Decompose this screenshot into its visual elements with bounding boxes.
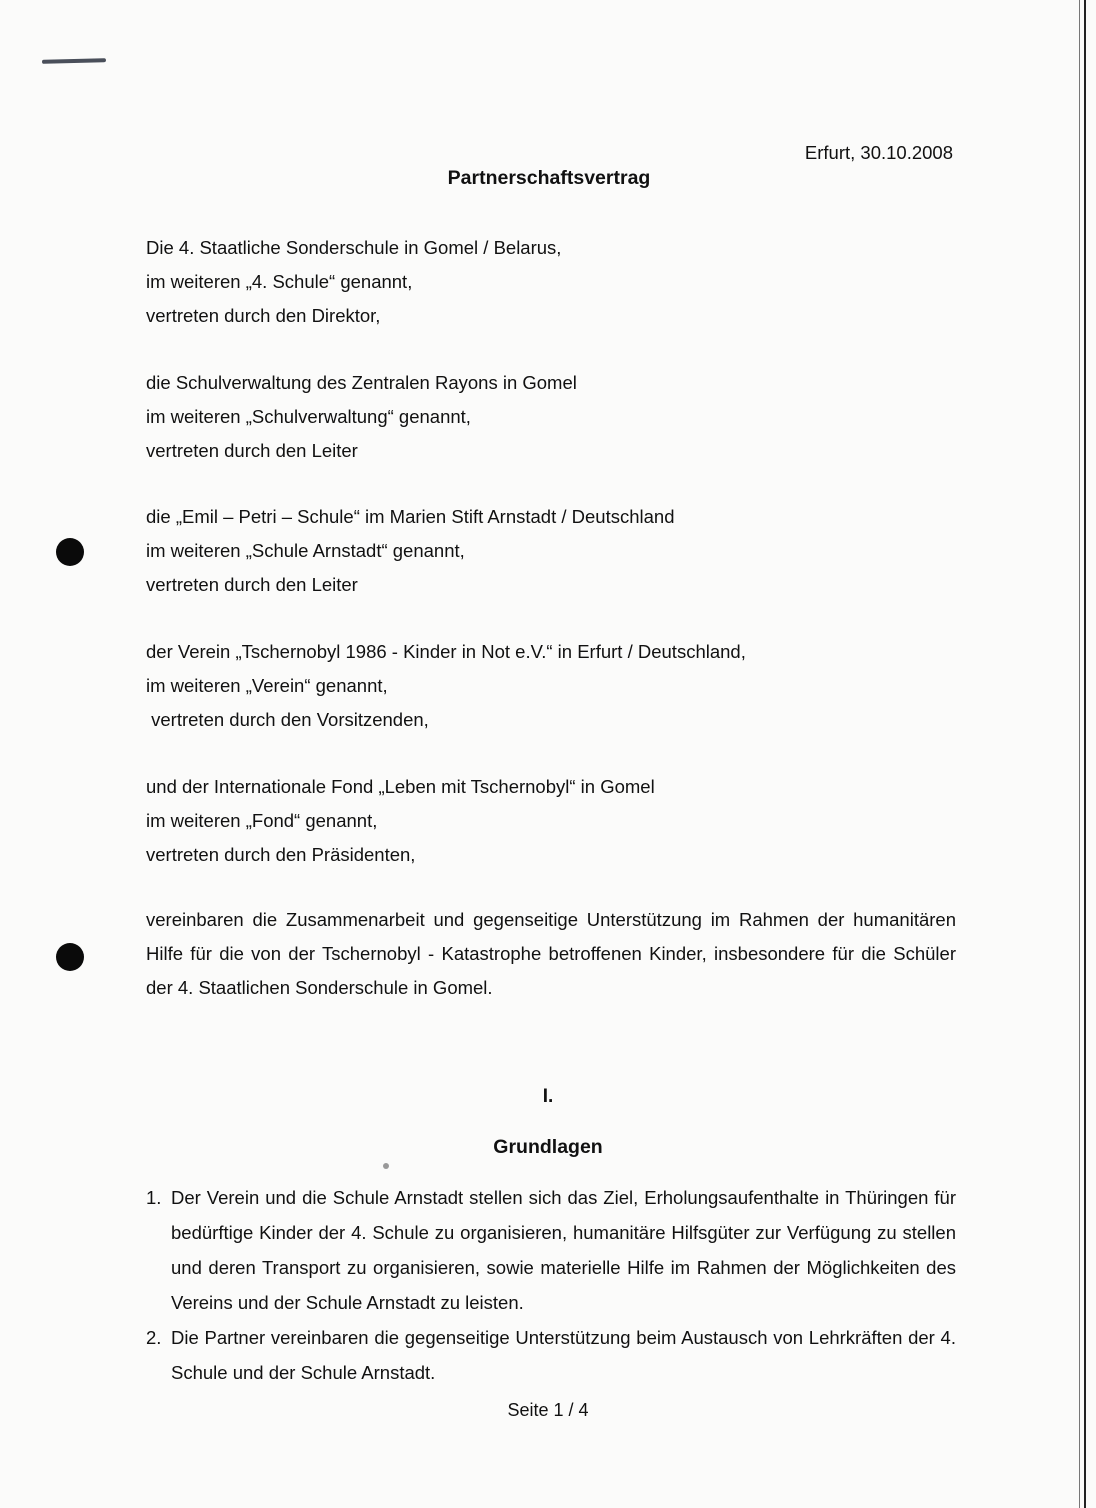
party-block: [146, 231, 956, 333]
agreement-paragraph: vereinbaren die Zusammenarbeit und gegenseitige Unterstützung im Rahmen der humanitären Hilfe für die von der Tschernobyl - Katastrophe betroffenen Kinder, insbesondere für die Schüler der 4. Staatlichen Sonderschule in Gomel.: [146, 909, 956, 998]
party-line: der Verein „Tschernobyl 1986 - Kinder in Not e.V.“ in Erfurt / Deutschland,: [146, 641, 746, 662]
pen-mark: [42, 58, 106, 64]
document-title-text: Partnerschaftsvertrag: [447, 167, 651, 189]
document-title: [0, 166, 1096, 190]
punch-hole-bottom: [56, 943, 84, 971]
section-number: I.: [542, 1086, 554, 1107]
list-item-number: 1.: [146, 1187, 162, 1208]
party-line: im weiteren „Schulverwaltung“ genannt,: [146, 406, 471, 427]
party-line: vertreten durch den Vorsitzenden,: [146, 709, 429, 730]
section-list: [146, 1180, 956, 1390]
party-line: Die 4. Staatliche Sonderschule in Gomel / Belarus,: [146, 237, 562, 258]
list-item: [146, 1320, 956, 1390]
list-item-number: 2.: [146, 1327, 162, 1348]
party-line: im weiteren „Schule Arnstadt“ genannt,: [146, 540, 465, 561]
punch-hole-top: [56, 538, 84, 566]
party-line: vertreten durch den Präsidenten,: [146, 844, 416, 865]
party-line: im weiteren „Verein“ genannt,: [146, 675, 388, 696]
party-line: die Schulverwaltung des Zentralen Rayons in Gomel: [146, 372, 577, 393]
party-line: vertreten durch den Leiter: [146, 574, 358, 595]
party-line: vertreten durch den Direktor,: [146, 305, 381, 326]
section-title: Grundlagen: [493, 1136, 603, 1158]
party-line: die „Emil – Petri – Schule“ im Marien Stift Arnstadt / Deutschland: [146, 506, 675, 527]
party-block: [146, 366, 956, 468]
party-block: [146, 500, 956, 602]
party-line: und der Internationale Fond „Leben mit Tschernobyl“ in Gomel: [146, 776, 655, 797]
list-item: [146, 1180, 956, 1320]
document-date: Erfurt, 30.10.2008: [804, 142, 953, 163]
page-number: Seite 1 / 4: [507, 1400, 589, 1420]
party-line: vertreten durch den Leiter: [146, 440, 358, 461]
speck: [383, 1163, 389, 1169]
party-line: im weiteren „Fond“ genannt,: [146, 810, 378, 831]
list-item-text: Die Partner vereinbaren die gegenseitige Unterstützung beim Austausch von Lehrkräften der 4. Schule und der Schule Arnstadt.: [171, 1327, 956, 1383]
party-block: [146, 770, 956, 872]
scan-edge: [1084, 0, 1086, 1508]
list-item-text: Der Verein und die Schule Arnstadt stellen sich das Ziel, Erholungsaufenthalte in Thüringen für bedürftige Kinder der 4. Schule zu organisieren, humanitäre Hilfsgüter zur Verfügung zu stellen und deren Transport zu organisieren, sowie materielle Hilfe im Rahmen der Möglichkeiten des Vereins und der Schule Arnstadt zu leisten.: [171, 1187, 956, 1313]
party-block: [146, 635, 956, 737]
scan-edge-inner: [1079, 0, 1080, 1508]
party-line: im weiteren „4. Schule“ genannt,: [146, 271, 413, 292]
